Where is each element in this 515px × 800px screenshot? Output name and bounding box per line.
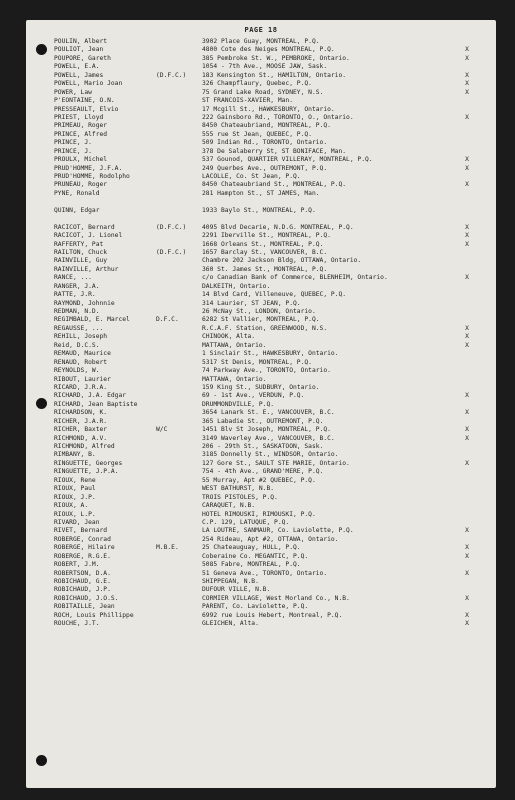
- list-item: [26, 190, 496, 198]
- binder-hole: [36, 755, 47, 766]
- entry-mark: X: [465, 611, 469, 619]
- entry-address: SHIPPEGAN, N.B.: [202, 578, 259, 585]
- list-item: [26, 367, 496, 375]
- entry-address: 2291 Iberville St., MONTREAL, P.Q.: [202, 232, 331, 240]
- entry-mark: X: [465, 113, 469, 121]
- entry-mark: X: [465, 88, 469, 96]
- entry-name: PRUD'HOMME, J.F.A.: [54, 164, 123, 172]
- entry-address: 8450 Chateaubriand St., MONTREAL, P.Q.: [202, 181, 347, 189]
- entry-address: 1054 - 7th Ave., MOOSE JAW, Sask.: [202, 63, 328, 71]
- list-item: [26, 620, 496, 628]
- entry-name: RIOUX, Paul: [54, 485, 96, 493]
- entry-mark: X: [465, 459, 469, 467]
- entry-decoration: D.F.C.: [156, 316, 179, 324]
- entry-address: 1 Sinclair St., HAWKESBURY, Ontario.: [202, 350, 339, 358]
- entry-mark: X: [465, 341, 469, 349]
- entry-address: 4800 Cote des Neiges MONTREAL, P.Q.: [202, 46, 335, 54]
- entry-mark: X: [465, 434, 469, 442]
- entry-address: 4095 Blvd Decarie, N.D.G. MONTREAL, P.Q.: [202, 223, 354, 231]
- entry-name: REMAUD, Maurice: [54, 350, 111, 358]
- entry-address: 1668 Orleans St., MONTREAL, P.Q.: [202, 240, 324, 248]
- entry-mark: X: [465, 240, 469, 248]
- list-item: [26, 435, 496, 443]
- entry-name: RIOUX, J.P.: [54, 493, 96, 501]
- list-item: [26, 553, 496, 561]
- list-item: [26, 494, 496, 502]
- list-item: [26, 384, 496, 392]
- entry-address: CHINOOK, Alta.: [202, 333, 256, 341]
- list-item: [26, 224, 496, 232]
- entry-mark: X: [465, 409, 469, 417]
- entry-mark: X: [465, 620, 469, 628]
- list-item: [26, 477, 496, 485]
- entry-address: 326 Champflaury, Quebec, P.Q.: [202, 80, 312, 88]
- entry-address: 6992 rue Louis Hebert, Montreal, P.Q.: [202, 611, 343, 619]
- list-item: [26, 257, 496, 265]
- entry-name: ROBITAILLE, Jean: [54, 603, 115, 611]
- entry-address: MATTAWA, Ontario.: [202, 341, 267, 349]
- entry-name: RICHMOND, A.V.: [54, 434, 108, 442]
- entry-address: TROIS PISTOLES, P.Q.: [202, 493, 278, 501]
- list-item: [26, 536, 496, 544]
- entry-address: 385 Pembroke St. W., PEMBROKE, Ontario.: [202, 54, 350, 62]
- entry-name: RACICOT, J. Lionel: [54, 232, 123, 240]
- entry-name: PRINCE, J.: [54, 139, 92, 147]
- list-item: [26, 72, 496, 80]
- entry-name: ROBICHAUD, J.P.: [54, 586, 111, 594]
- entry-address: C.P. 129, LATUQUE, P.Q.: [202, 518, 290, 526]
- entry-address: 509 Indian Rd., TORONTO, Ontario.: [202, 139, 328, 147]
- entry-name: REYNOLDS, W.: [54, 367, 100, 375]
- list-item: [26, 249, 496, 257]
- entry-address: DRUMMONDVILLE, P.Q.: [202, 400, 275, 408]
- entry-address: 3149 Waverley Ave., VANCOUVER, B.C.: [202, 434, 335, 442]
- entry-name: RICHER, J.A.R.: [54, 417, 108, 425]
- entry-address: LA LOUTRE, SANMAUR, Co. Laviolette, P.Q.: [202, 527, 354, 535]
- entry-name: PROULX, Michel: [54, 156, 108, 164]
- list-item: [26, 63, 496, 71]
- list-item: [26, 80, 496, 88]
- entry-address: Coberaine Co. MEGANTIC, P.Q.: [202, 552, 309, 560]
- entry-address: CARAQUET, N.B.: [202, 502, 256, 510]
- entry-address: 360 St. James St., MONTREAL, P.Q.: [202, 265, 328, 273]
- entry-name: REDMAN, N.D.: [54, 308, 100, 315]
- entry-decoration: (D.F.C.): [156, 248, 187, 256]
- entry-name: REHILL, Joseph: [54, 333, 108, 341]
- entry-name: RINGUETTE, J.P.A.: [54, 468, 119, 476]
- entry-name: RIOUX, Rene: [54, 476, 96, 484]
- list-item: [26, 418, 496, 426]
- entry-mark: X: [465, 333, 469, 341]
- entry-name: REGIMBALD, E. Marcel: [54, 316, 130, 324]
- entry-name: ROBICHAUD, J.O.S.: [54, 594, 119, 602]
- entry-name: RICHMOND, Alfred: [54, 443, 115, 450]
- entry-name: PRIMEAU, Roger: [54, 122, 108, 130]
- entry-mark: X: [465, 46, 469, 54]
- entry-name: ROCH, Louis Phillippe: [54, 611, 134, 619]
- list-item: [26, 291, 496, 299]
- entry-name: RIOUX, L.P.: [54, 510, 96, 518]
- entry-name: RICHER, Baxter: [54, 426, 108, 434]
- list-item: [26, 316, 496, 324]
- entry-address: Chambre 202 Jackson Bldg, OTTAWA, Ontario.: [202, 257, 362, 265]
- entry-name: RICHARD, J.A. Edgar: [54, 392, 127, 400]
- list-item: [26, 106, 496, 114]
- entry-name: RAFFERTY, Pat: [54, 240, 104, 248]
- list-item: [26, 511, 496, 519]
- entry-name: POWELL, Mario Joan: [54, 80, 123, 88]
- entry-mark: X: [465, 80, 469, 88]
- entry-address: 365 Labadie St., OUTREMONT, P.Q.: [202, 417, 324, 425]
- page-header: PAGE 18: [244, 26, 278, 34]
- entry-address: 183 Kensington St., HAMILTON, Ontario.: [202, 71, 347, 79]
- list-item: [26, 198, 496, 206]
- list-item: [26, 165, 496, 173]
- entry-decoration: (D.F.C.): [156, 71, 187, 79]
- entry-mark: X: [465, 274, 469, 282]
- list-item: [26, 283, 496, 291]
- entry-address: 206 - 29th St., SASKATOON, Sask.: [202, 443, 324, 450]
- entry-name: P'EONTAINE, O.N.: [54, 97, 115, 105]
- entry-name: ROUCHE, J.T.: [54, 620, 100, 628]
- entry-name: RACICOT, Bernard: [54, 223, 115, 231]
- entry-address: 51 Geneva Ave., TORONTO, Ontario.: [202, 569, 328, 577]
- entry-name: RAYMOND, Johnnie: [54, 299, 115, 307]
- list-item: [26, 342, 496, 350]
- entry-address: 254 Rideau, Apt #2, OTTAWA, Ontario.: [202, 535, 339, 543]
- list-item: [26, 451, 496, 459]
- entry-mark: X: [465, 544, 469, 552]
- list-item: [26, 443, 496, 451]
- list-item: [26, 401, 496, 409]
- entry-name: PRESSEAULT, Elvio: [54, 105, 119, 113]
- list-item: [26, 156, 496, 164]
- entry-address: PARENT, Co. Laviolette, P.Q.: [202, 603, 309, 611]
- entry-name: Reid, D.C.S.: [54, 341, 100, 349]
- entry-name: PRINCE, J.: [54, 147, 92, 155]
- entry-address: 314 Laurier, ST JEAN, P.Q.: [202, 299, 301, 307]
- entry-name: RAINVILLE, Guy: [54, 257, 108, 265]
- list-item: [26, 55, 496, 63]
- list-item: [26, 207, 496, 215]
- entry-address: 1451 Blv St Joseph, MONTREAL, P.Q.: [202, 426, 331, 434]
- entry-name: RIOUX, A.: [54, 502, 89, 510]
- entry-name: RANCE, ...: [54, 274, 92, 282]
- entry-address: 5085 Fabre, MONTREAL, P.Q.: [202, 561, 301, 569]
- entry-mark: X: [465, 232, 469, 240]
- list-item: [26, 561, 496, 569]
- entry-name: RIVARD, Jean: [54, 518, 100, 526]
- entry-address: GLEICHEN, Alta.: [202, 620, 259, 628]
- list-item: [26, 266, 496, 274]
- list-item: [26, 38, 496, 46]
- entry-address: 74 Parkway Ave., TORONTO, Ontario.: [202, 367, 331, 375]
- entry-address: 14 Blvd Card, Villeneuve, QUEBEC, P.Q.: [202, 291, 347, 299]
- entry-mark: X: [465, 569, 469, 577]
- entry-name: RAINVILLE, Arthur: [54, 265, 119, 273]
- entry-address: 159 King St., SUDBURY, Ontario.: [202, 383, 320, 391]
- entry-mark: X: [465, 181, 469, 189]
- entry-address: 3185 Donnelly St., WINDSOR, Ontario.: [202, 451, 339, 459]
- entry-name: RIVET, Bernard: [54, 527, 108, 535]
- entry-address: 127 Gore St., SAULT STE MARIE, Ontario.: [202, 459, 350, 467]
- entry-name: POULIOT, Jean: [54, 46, 104, 54]
- list-item: [26, 426, 496, 434]
- entry-name: RICARD, J.R.A.: [54, 383, 108, 391]
- list-item: [26, 139, 496, 147]
- entry-address: 75 Grand Lake Road, SYDNEY, N.S.: [202, 88, 324, 96]
- list-item: [26, 460, 496, 468]
- entry-address: DALKEITH, Ontario.: [202, 282, 271, 290]
- entry-address: 25 Chateauguay, HULL, P.Q.: [202, 544, 301, 552]
- entry-address: 1933 Baylo St., MONTREAL, P.Q.: [202, 206, 316, 214]
- list-item: [26, 586, 496, 594]
- entry-name: PYNE, Ronald: [54, 189, 100, 197]
- entry-address: 3902 Place Guay, MONTREAL, P.Q.: [202, 38, 320, 45]
- entry-mark: X: [465, 164, 469, 172]
- entry-name: ROBERGE, Hilaire: [54, 544, 115, 552]
- entry-name: RAILTON, Chuck: [54, 248, 108, 256]
- list-item: [26, 122, 496, 130]
- entry-address: 55 Murray, Apt #2 QUEBEC, P.Q.: [202, 476, 316, 484]
- entry-address: 3654 Lanark St. E., VANCOUVER, B.C.: [202, 409, 335, 417]
- list-item: [26, 232, 496, 240]
- list-item: [26, 131, 496, 139]
- list-item: [26, 325, 496, 333]
- entry-name: ROBERT, J.M.: [54, 561, 100, 569]
- list-item: [26, 173, 496, 181]
- entry-mark: X: [465, 392, 469, 400]
- entry-name: ROBICHAUD, G.E.: [54, 578, 111, 585]
- list-item: [26, 527, 496, 535]
- entry-name: REGAUSSE, ...: [54, 324, 104, 332]
- list-item: [26, 215, 496, 223]
- entry-name: PRUD'HOMME, Rodolpho: [54, 173, 130, 180]
- list-item: [26, 359, 496, 367]
- entry-address: 69 - 1st Ave., VERDUN, P.Q.: [202, 392, 305, 400]
- list-item: [26, 46, 496, 54]
- list-item: [26, 274, 496, 282]
- entry-address: 378 De Salaberry St, ST BONIFACE, Man.: [202, 147, 347, 155]
- list-item: [26, 578, 496, 586]
- list-item: [26, 333, 496, 341]
- entry-address: 555 rue St Jean, QUEBEC, P.Q.: [202, 130, 312, 138]
- entry-address: 281 Hampton St., ST JAMES, Man.: [202, 189, 320, 197]
- entry-name: RICHARDSON, K.: [54, 409, 108, 417]
- entry-mark: X: [465, 324, 469, 332]
- entry-address: 249 Querbes Ave., OUTREMONT, P.Q.: [202, 164, 328, 172]
- list-item: [26, 181, 496, 189]
- list-item: [26, 502, 496, 510]
- entry-address: LACOLLE, Co. St Jean, P.Q.: [202, 173, 301, 180]
- entry-address: 26 McNay St., LONDON, Ontario.: [202, 308, 316, 315]
- list-item: [26, 89, 496, 97]
- entry-name: RIMBANY, B.: [54, 451, 96, 459]
- entry-name: POUPORE, Gareth: [54, 54, 111, 62]
- list-item: [26, 300, 496, 308]
- entry-address: 1657 Barclay St., VANCOUVER, B.C.: [202, 248, 328, 256]
- list-item: [26, 485, 496, 493]
- entry-name: POWELL, James: [54, 71, 104, 79]
- entry-name: ROBERTSON, D.A.: [54, 569, 111, 577]
- entry-name: POWELL, E.A.: [54, 63, 100, 71]
- list-item: [26, 376, 496, 384]
- list-item: [26, 519, 496, 527]
- entry-address: WEST BATHURST, N.B.: [202, 485, 275, 493]
- entry-mark: X: [465, 156, 469, 164]
- entry-mark: X: [465, 71, 469, 79]
- entry-address: 6282 St Vallier, MONTREAL, P.Q.: [202, 316, 320, 324]
- list-item: [26, 350, 496, 358]
- entry-name: RANGER, J.A.: [54, 282, 100, 290]
- entry-address: 537 Gounod, QUARTIER VILLERAY, MONTREAL, P.Q.: [202, 156, 373, 164]
- list-item: [26, 409, 496, 417]
- entry-name: ROBERGE, Conrad: [54, 535, 111, 543]
- entry-address: MATTAWA, Ontario.: [202, 375, 267, 383]
- list-item: [26, 308, 496, 316]
- entry-address: c/o Canadian Bank of Commerce, BLENHEIM, Ontario.: [202, 274, 388, 282]
- entry-mark: X: [465, 594, 469, 602]
- entry-decoration: M.B.E.: [156, 544, 179, 552]
- entry-address: R.C.A.F. Station, GREENWOOD, N.S.: [202, 324, 328, 332]
- entry-address: 8450 Chateaubriand, MONTREAL, P.Q.: [202, 122, 331, 130]
- entry-address: DUFOUR VILLE, N.B.: [202, 586, 271, 594]
- entry-mark: X: [465, 552, 469, 560]
- entry-name: RIBOUT, Laurier: [54, 375, 111, 383]
- list-item: [26, 570, 496, 578]
- list-item: [26, 603, 496, 611]
- entry-decoration: (D.F.C.): [156, 223, 187, 231]
- entry-address: 222 Gainsboro Rd., TORONTO, O., Ontario.: [202, 113, 354, 121]
- entry-name: ROBERGE, R.G.E.: [54, 552, 111, 560]
- entry-decoration: W/C: [156, 426, 168, 434]
- entry-name: PRUNEAU, Roger: [54, 181, 108, 189]
- document-page: [26, 20, 496, 788]
- list-item: [26, 148, 496, 156]
- list-item: [26, 97, 496, 105]
- entry-address: HOTEL RIMOUSKI, RIMOUSKI, P.Q.: [202, 510, 316, 518]
- list-item: [26, 612, 496, 620]
- entry-address: CORMIER VILLAGE, West Morland Co., N.B.: [202, 594, 350, 602]
- entry-address: 17 Mcgill St., HAWKESBURY, Ontario.: [202, 105, 335, 113]
- list-item: [26, 595, 496, 603]
- entry-address: 754 - 4th Ave., GRAND'MERE, P.Q.: [202, 468, 324, 476]
- entry-name: POULIN, Albert: [54, 38, 108, 45]
- entry-mark: X: [465, 527, 469, 535]
- list-item: [26, 468, 496, 476]
- list-item: [26, 392, 496, 400]
- entry-name: POWER, Law: [54, 88, 92, 96]
- entry-name: PRINCE, Alfred: [54, 130, 108, 138]
- entry-address: ST FRANCOIS-XAVIER, Man.: [202, 97, 293, 105]
- entry-mark: X: [465, 223, 469, 231]
- entry-list: [26, 38, 496, 629]
- entry-mark: X: [465, 426, 469, 434]
- list-item: [26, 114, 496, 122]
- entry-name: PRIEST, Lloyd: [54, 113, 104, 121]
- entry-mark: X: [465, 54, 469, 62]
- entry-address: 5317 St Denis, MONTREAL, P.Q.: [202, 358, 312, 366]
- entry-name: QUINN, Edgar: [54, 206, 100, 214]
- entry-name: RENAUD, Robert: [54, 358, 108, 366]
- list-item: [26, 544, 496, 552]
- entry-name: RICHARD, Jean Baptiste: [54, 400, 138, 408]
- entry-name: RINGUETTE, Georges: [54, 459, 123, 467]
- list-item: [26, 241, 496, 249]
- entry-name: RATTE, J.R.: [54, 291, 96, 299]
